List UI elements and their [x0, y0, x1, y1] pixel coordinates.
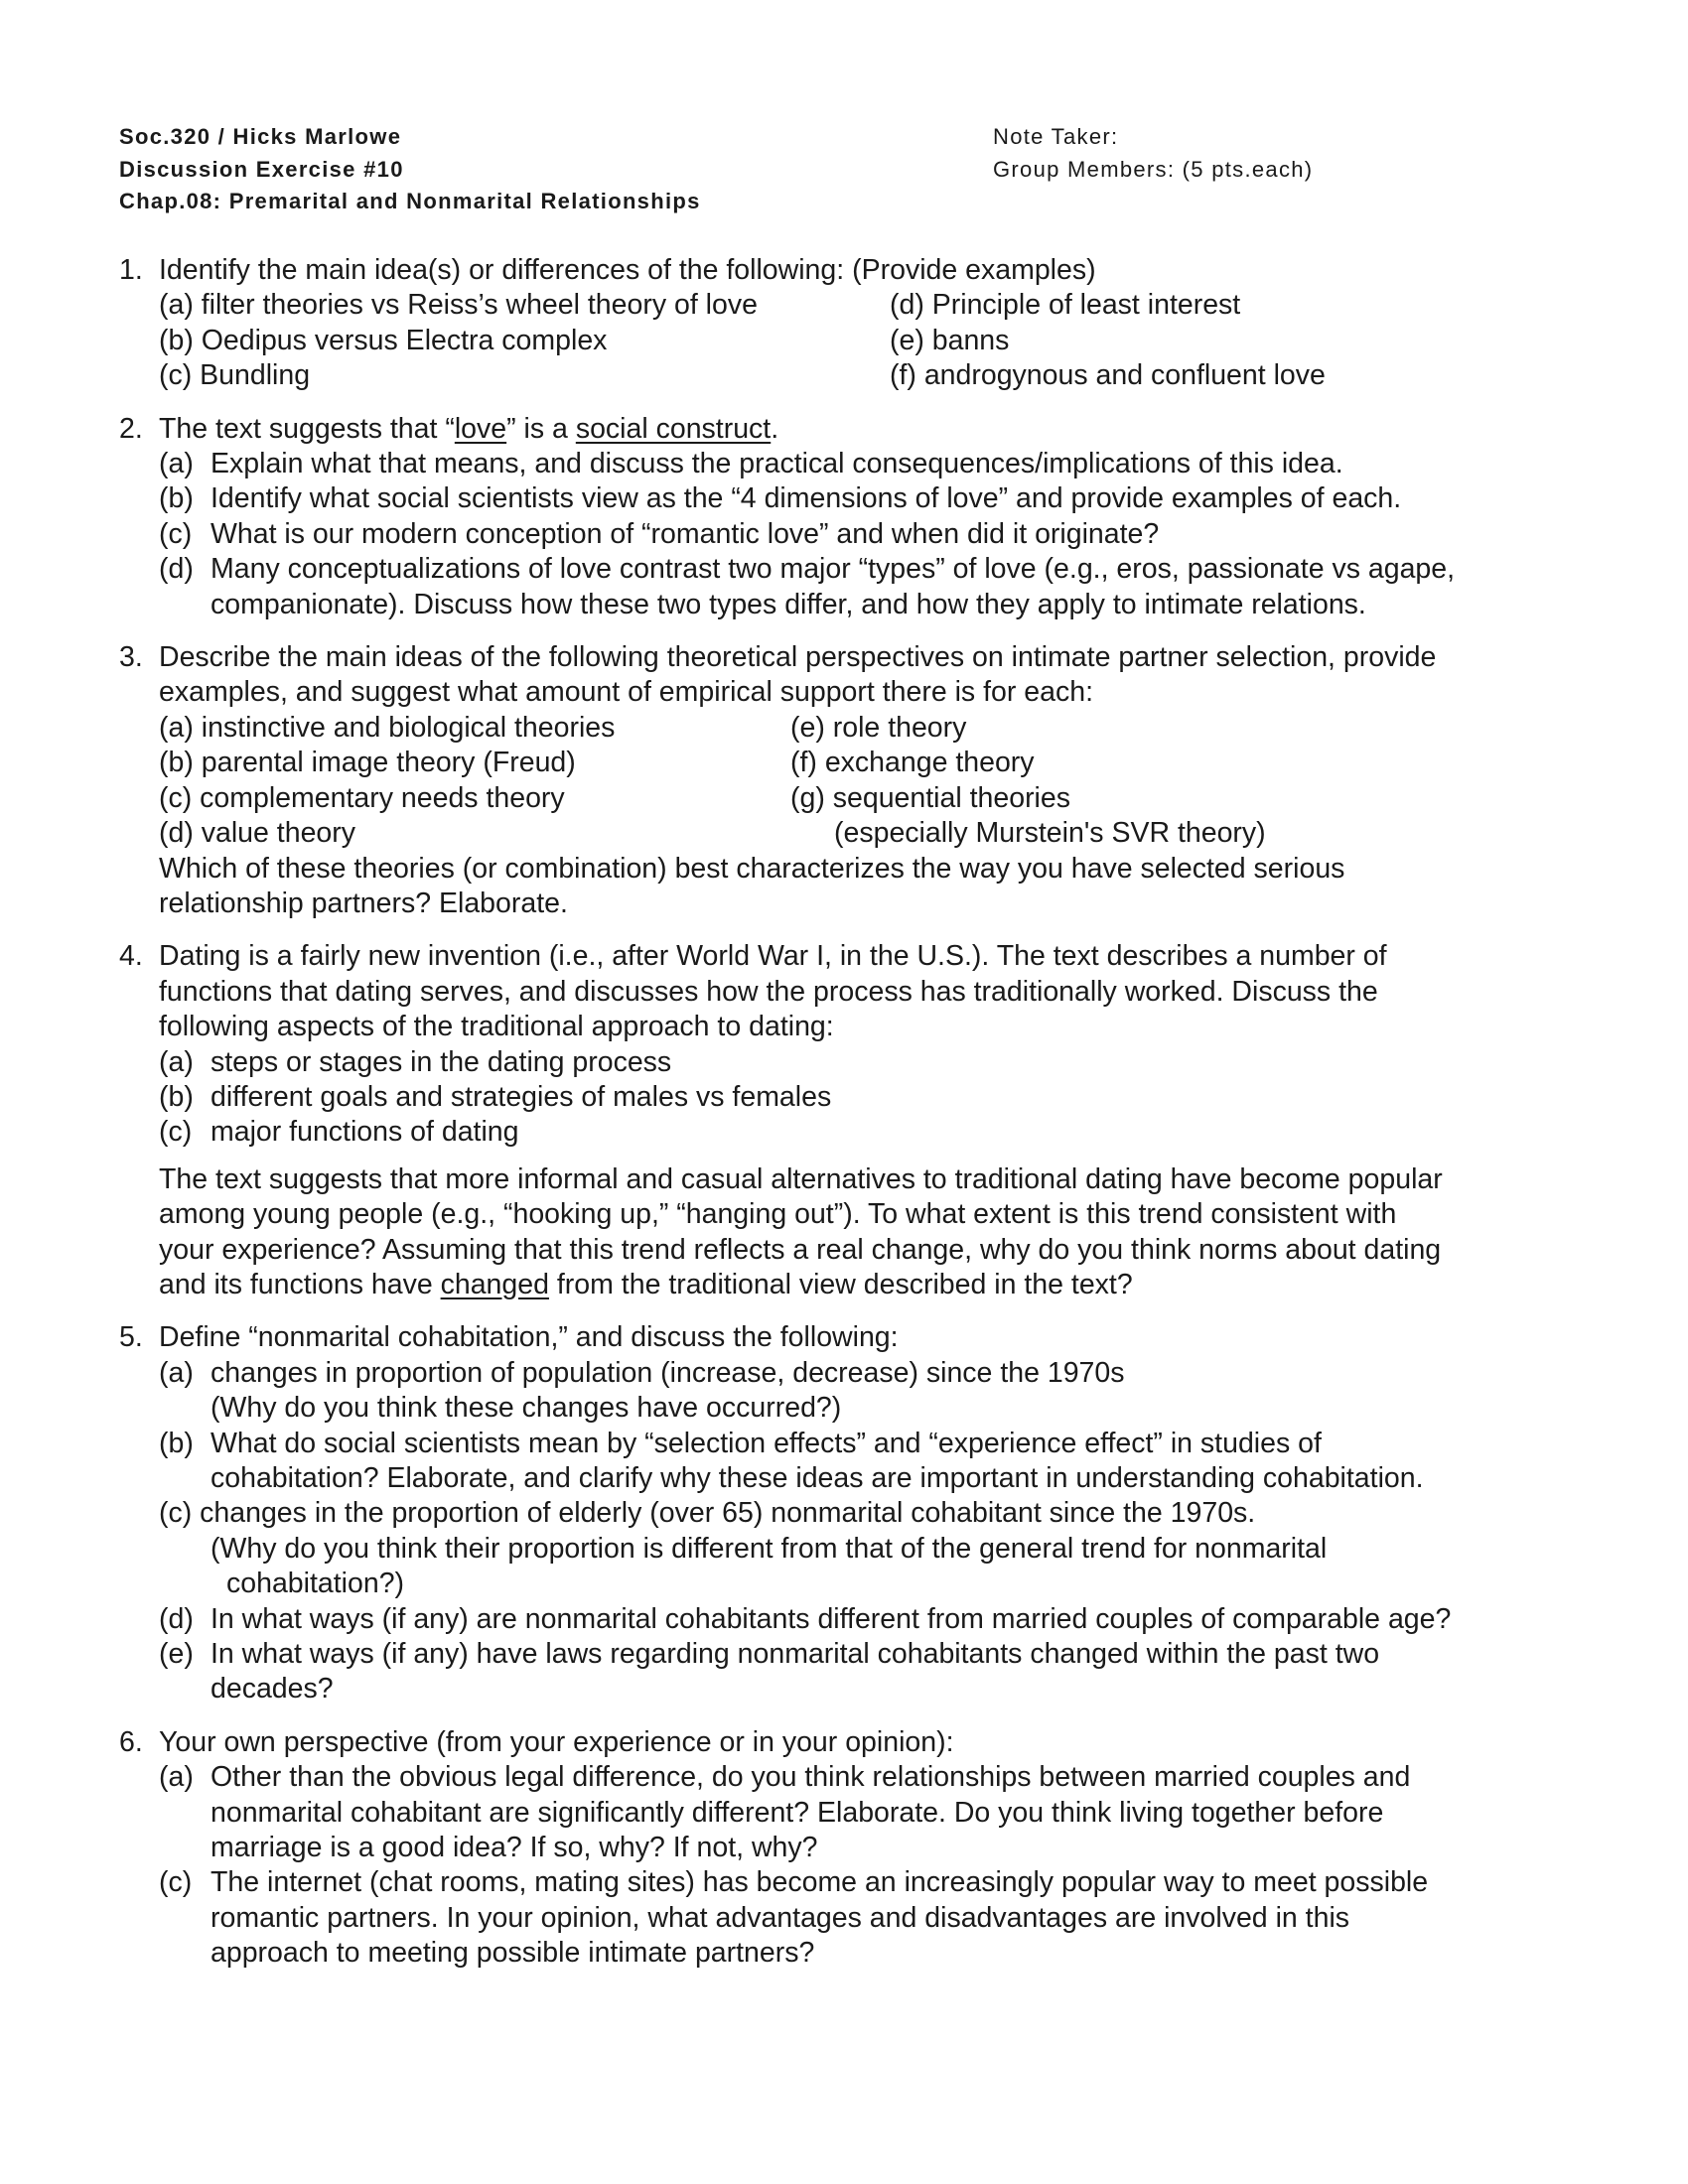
- paragraph-line: The text suggests that more informal and casual alternatives to traditional dating have become popular: [159, 1162, 1443, 1195]
- item-line: What do social scientists mean by “selection effects” and “experience effect” in studies of: [211, 1427, 1322, 1459]
- list-item: (especially Murstein's SVR theory): [834, 817, 1266, 850]
- item-label: (d): [159, 1602, 194, 1635]
- question-number: 3.: [119, 641, 143, 674]
- text-fragment: The text suggests that “: [159, 412, 455, 445]
- list-item: (e) role theory: [790, 711, 967, 744]
- sub-item: [159, 1637, 1559, 1707]
- list-item: (g) sequential theories: [790, 781, 1070, 814]
- item-line: Explain what that means, and discuss the practical consequences/implications of this idea.: [211, 448, 1343, 480]
- item-line: Other than the obvious legal difference, do you think relationships between married couples and: [211, 1761, 1411, 1794]
- question-6: [119, 1725, 1559, 1972]
- question-text: Define “nonmarital cohabitation,” and discuss the following:: [159, 1321, 899, 1354]
- item-label: (a): [159, 448, 194, 480]
- underlined-term: changed: [440, 1268, 549, 1300]
- paragraph-line: among young people (e.g., “hooking up,” “hanging out”). To what extent is this trend consistent with: [159, 1198, 1397, 1231]
- sub-item: [159, 481, 1559, 516]
- list-item: (d) Principle of least interest: [890, 289, 1241, 322]
- item-line: marriage is a good idea? If so, why? If not, why?: [211, 1832, 818, 1864]
- item-line: companionate). Discuss how these two types differ, and how they apply to intimate relations.: [211, 588, 1366, 620]
- item-line: (c) changes in the proportion of elderly (over 65) nonmarital cohabitant since the 1970s.: [159, 1497, 1256, 1530]
- course-title: Soc.320 / Hicks Marlowe: [119, 124, 402, 149]
- sub-item: [159, 1356, 1559, 1427]
- sub-item: [159, 1760, 1559, 1865]
- question-5: [119, 1320, 1559, 1706]
- list-item: (b) parental image theory (Freud): [159, 747, 576, 779]
- question-text: Dating is a fairly new invention (i.e., after World War I, in the U.S.). The text describes a number of: [159, 940, 1387, 973]
- note-taker-label: Note Taker:: [993, 124, 1119, 149]
- left-column: [159, 711, 790, 852]
- sub-item: [159, 1427, 1559, 1497]
- chapter-title: Chap.08: Premarital and Nonmarital Relationships: [119, 189, 701, 213]
- list-item: (e) banns: [890, 324, 1010, 356]
- follow-up-paragraph: [159, 1162, 1559, 1303]
- text-fragment: from the traditional view described in the text?: [548, 1268, 1133, 1300]
- sub-item: [159, 1602, 1559, 1637]
- item-line: steps or stages in the dating process: [211, 1045, 672, 1078]
- item-line: romantic partners. In your opinion, what advantages and disadvantages are involved in this: [211, 1901, 1350, 1934]
- question-number: 1.: [119, 254, 143, 286]
- underlined-term: love: [454, 412, 507, 445]
- item-line: different goals and strategies of males vs females: [211, 1080, 832, 1113]
- item-line: cohabitation?): [226, 1568, 405, 1600]
- sub-item: [159, 1865, 1559, 1971]
- item-label: (c): [159, 517, 193, 550]
- exercise-title: Discussion Exercise #10: [119, 156, 404, 182]
- right-column: [890, 288, 1326, 393]
- underlined-term: social construct: [575, 412, 772, 445]
- question-list: [119, 253, 1559, 1989]
- list-item: (f) exchange theory: [790, 747, 1035, 779]
- item-line: What is our modern conception of “romantic love” and when did it originate?: [211, 517, 1160, 550]
- sub-item: [159, 1496, 1559, 1601]
- list-item: (f) androgynous and confluent love: [890, 359, 1326, 392]
- question-text: relationship partners? Elaborate.: [159, 887, 568, 919]
- item-label: (b): [159, 482, 194, 515]
- text-fragment: and its functions have: [159, 1268, 441, 1300]
- list-item: (a) instinctive and biological theories: [159, 711, 616, 744]
- text-fragment: ” is a: [506, 412, 576, 445]
- item-line: In what ways (if any) have laws regarding nonmarital cohabitants changed within the past two: [211, 1638, 1380, 1671]
- question-text: following aspects of the traditional approach to dating:: [159, 1011, 834, 1043]
- worksheet-header: [119, 121, 1569, 220]
- question-1: [119, 253, 1559, 394]
- question-number: 6.: [119, 1725, 143, 1758]
- item-line: major functions of dating: [211, 1116, 519, 1149]
- question-3: [119, 640, 1559, 921]
- item-label: (c): [159, 1116, 193, 1149]
- question-number: 2.: [119, 412, 143, 445]
- item-line: approach to meeting possible intimate partners?: [211, 1937, 815, 1970]
- question-number: 5.: [119, 1321, 143, 1354]
- item-label: (b): [159, 1080, 194, 1113]
- two-column-items: [159, 288, 1559, 393]
- item-line: Identify what social scientists view as the “4 dimensions of love” and provide examples of each.: [211, 482, 1402, 515]
- list-item: (a) filter theories vs Reiss’s wheel theory of love: [159, 289, 758, 322]
- list-item: (b) Oedipus versus Electra complex: [159, 324, 608, 356]
- item-label: (a): [159, 1045, 194, 1078]
- item-line: nonmarital cohabitant are significantly different? Elaborate. Do you think living together before: [211, 1796, 1384, 1829]
- question-4: [119, 939, 1559, 1302]
- question-text: Describe the main ideas of the following theoretical perspectives on intimate partner selection, provide: [159, 641, 1437, 674]
- item-label: (e): [159, 1638, 194, 1671]
- item-label: (d): [159, 553, 194, 586]
- item-line: decades?: [211, 1673, 334, 1706]
- list-item: (c) Bundling: [159, 359, 311, 392]
- group-members-label: Group Members: (5 pts.each): [993, 156, 1314, 182]
- question-text: functions that dating serves, and discusses how the process has traditionally worked. Discuss the: [159, 975, 1378, 1008]
- paragraph-line: your experience? Assuming that this trend reflects a real change, why do you think norms about dating: [159, 1233, 1442, 1266]
- question-2: [119, 412, 1559, 622]
- item-line: In what ways (if any) are nonmarital cohabitants different from married couples of comparable age?: [211, 1602, 1452, 1635]
- sub-item: [159, 1080, 1559, 1115]
- paragraph-line: [159, 1268, 1559, 1302]
- text-fragment: .: [771, 412, 779, 445]
- item-line: changes in proportion of population (increase, decrease) since the 1970s: [211, 1356, 1125, 1389]
- question-text: Which of these theories (or combination) best characterizes the way you have selected serious: [159, 852, 1345, 885]
- question-text: examples, and suggest what amount of empirical support there is for each:: [159, 676, 1094, 709]
- left-column: [159, 288, 890, 393]
- item-label: (a): [159, 1356, 194, 1389]
- two-column-items: [159, 711, 1559, 852]
- sub-item: [159, 447, 1559, 481]
- item-label: (b): [159, 1427, 194, 1459]
- question-text: [159, 412, 1559, 447]
- item-line: (Why do you think their proportion is different from that of the general trend for nonmarital: [211, 1532, 1328, 1565]
- list-item: (d) value theory: [159, 817, 356, 850]
- list-item: (c) complementary needs theory: [159, 781, 565, 814]
- sub-item: [159, 552, 1559, 622]
- item-label: (c): [159, 1866, 193, 1899]
- item-line: (Why do you think these changes have occurred?): [211, 1392, 842, 1425]
- course-info: [119, 121, 701, 218]
- sub-item: [159, 1115, 1559, 1150]
- sub-item: [159, 1045, 1559, 1080]
- question-number: 4.: [119, 940, 143, 973]
- group-info: [993, 121, 1313, 186]
- sub-item: [159, 517, 1559, 552]
- item-label: (a): [159, 1761, 194, 1794]
- item-line: The internet (chat rooms, mating sites) has become an increasingly popular way to meet possible: [211, 1866, 1429, 1899]
- question-text: Identify the main idea(s) or differences of the following: (Provide examples): [159, 254, 1096, 286]
- question-text: Your own perspective (from your experience or in your opinion):: [159, 1725, 954, 1758]
- right-column: [790, 711, 1266, 852]
- item-line: Many conceptualizations of love contrast two major “types” of love (e.g., eros, passionate vs agape,: [211, 553, 1456, 586]
- item-line: cohabitation? Elaborate, and clarify why these ideas are important in understanding cohabitation.: [211, 1462, 1424, 1494]
